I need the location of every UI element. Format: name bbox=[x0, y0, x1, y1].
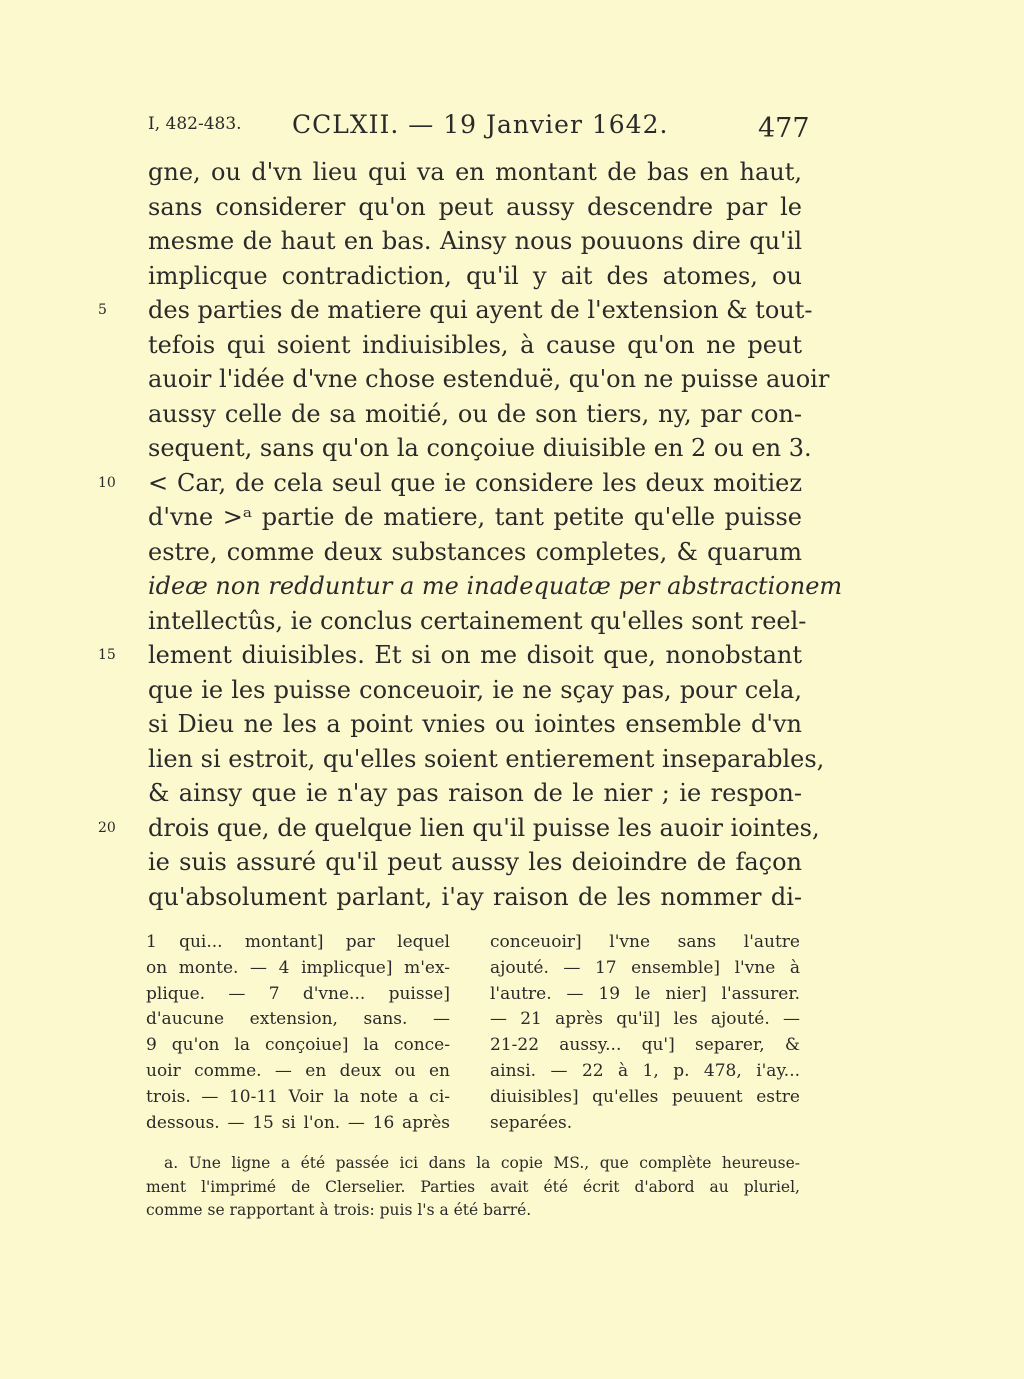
text-line: estre, comme deux substances completes, & quarum bbox=[148, 537, 802, 566]
page-number: 477 bbox=[758, 113, 810, 144]
variant-line: dessous. — 15 si l'on. — 16 après bbox=[146, 1112, 450, 1133]
text-line: lien si estroit, qu'elles soient entierement inseparables, bbox=[148, 744, 825, 773]
text-line: sans considerer qu'on peut aussy descendre par le bbox=[148, 192, 802, 221]
footnote bbox=[146, 1152, 800, 1223]
main-text bbox=[98, 155, 843, 914]
text-line: & ainsy que ie n'ay pas raison de le nier ; ie respon- bbox=[148, 779, 802, 807]
variant-line: diuisibles] qu'elles peuuent estre bbox=[490, 1086, 800, 1107]
text-line: tefois qui soient indiuisibles, à cause qu'on ne peut bbox=[148, 330, 802, 359]
line-number: 20 bbox=[98, 819, 116, 836]
variant-line: trois. — 10-11 Voir la note a ci- bbox=[146, 1086, 450, 1107]
variants-right-column bbox=[490, 930, 800, 1136]
text-line: ideæ non redduntur a me inadequatæ per abstractionem bbox=[148, 572, 843, 600]
line-text: lement diuisibles. Et si on me disoit que, nonobstant bbox=[148, 641, 802, 669]
line-text: des parties de matiere qui ayent de l'extension & tout- bbox=[148, 296, 813, 324]
variant-line: on monte. — 4 implicque] m'ex- bbox=[146, 957, 450, 978]
text-line: d'vne >ᵃ partie de matiere, tant petite qu'elle puisse bbox=[148, 503, 802, 531]
text-line: auoir l'idée d'vne chose estenduë, qu'on ne puisse auoir bbox=[148, 365, 830, 393]
variant-line: ainsi. — 22 à 1, p. 478, i'ay... bbox=[490, 1060, 800, 1081]
text-line: aussy celle de sa moitié, ou de son tiers, ny, par con- bbox=[148, 399, 802, 428]
variant-line: plique. — 7 d'vne... puisse] bbox=[146, 983, 450, 1004]
variant-line: ajouté. — 17 ensemble] l'vne à bbox=[490, 957, 800, 978]
volume-page-reference: I, 482-483. bbox=[148, 114, 242, 134]
text-line: si Dieu ne les a point vnies ou iointes ensemble d'vn bbox=[148, 710, 802, 738]
text-line: sequent, sans qu'on la conçoiue diuisible en 2 ou en 3. bbox=[148, 434, 812, 462]
line-number: 10 bbox=[98, 474, 116, 491]
variant-line: separées. bbox=[490, 1112, 573, 1133]
variant-line: d'aucune extension, sans. — bbox=[146, 1009, 450, 1030]
text-line-10 bbox=[98, 466, 802, 501]
variants-left-column bbox=[146, 930, 450, 1136]
text-line-20 bbox=[98, 811, 820, 846]
text-line: implicque contradiction, qu'il y ait des atomes, ou bbox=[148, 261, 802, 290]
text-line: qu'absolument parlant, i'ay raison de les nommer di- bbox=[148, 882, 802, 911]
text-line: que ie les puisse conceuoir, ie ne sçay pas, pour cela, bbox=[148, 675, 802, 704]
text-line: gne, ou d'vn lieu qui va en montant de bas en haut, bbox=[148, 158, 802, 186]
text-line: mesme de haut en bas. Ainsy nous pouuons dire qu'il bbox=[148, 227, 802, 255]
variant-line: 9 qu'on la conçoiue] la conce- bbox=[146, 1035, 450, 1056]
variant-line: 1 qui... montant] par lequel bbox=[146, 932, 450, 952]
variant-line: — 21 après qu'il] les ajouté. — bbox=[490, 1009, 800, 1030]
variant-line: uoir comme. — en deux ou en bbox=[146, 1060, 450, 1081]
footnote-line: comme se rapportant à trois: puis l's a été barré. bbox=[146, 1201, 532, 1219]
footnote-line: a. Une ligne a été passée ici dans la copie MS., que complète heureuse- bbox=[164, 1154, 800, 1172]
text-line: ie suis assuré qu'il peut aussy les deioindre de façon bbox=[148, 848, 802, 876]
footnote-line: ment l'imprimé de Clerselier. Parties avait été écrit d'abord au pluriel, bbox=[146, 1177, 800, 1196]
variant-line: l'autre. — 19 le nier] l'assurer. bbox=[490, 983, 800, 1004]
line-number: 5 bbox=[98, 302, 107, 318]
text-line: intellectûs, ie conclus certainement qu'elles sont reel- bbox=[148, 606, 807, 635]
variant-line: conceuoir] l'vne sans l'autre bbox=[490, 932, 800, 952]
text-line-15 bbox=[98, 638, 802, 673]
variant-line: 21-22 aussy... qu'] separer, & bbox=[490, 1035, 800, 1056]
line-number: 15 bbox=[98, 647, 116, 663]
text-line-5 bbox=[98, 293, 813, 328]
page-header bbox=[0, 110, 1024, 150]
letter-title: CCLXII. — 19 Janvier 1642. bbox=[292, 110, 669, 139]
line-text: drois que, de quelque lien qu'il puisse les auoir iointes, bbox=[148, 813, 820, 842]
line-text: < Car, de cela seul que ie considere les deux moitiez bbox=[148, 468, 802, 497]
